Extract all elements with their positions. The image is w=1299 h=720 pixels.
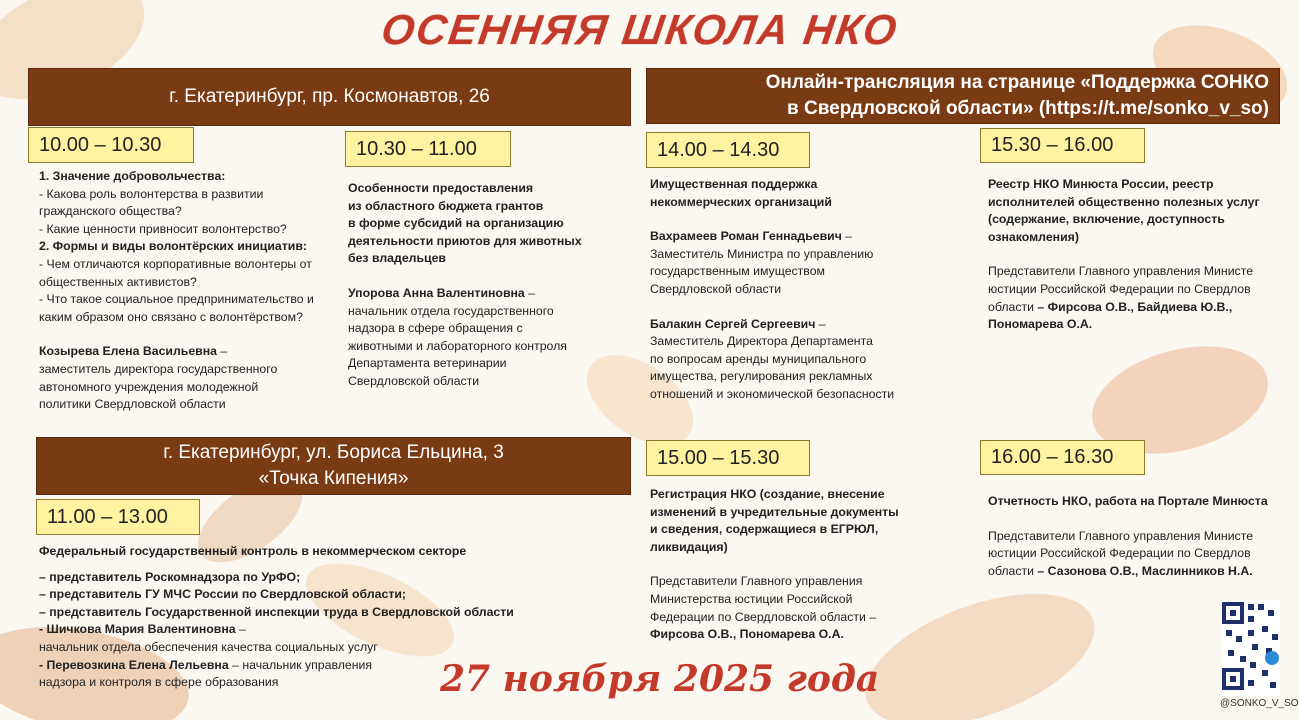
venue-sublabel: «Точка Кипения»: [258, 468, 409, 489]
heading-line: ликвидация): [650, 539, 728, 554]
heading-line: изменений в учредительные документы: [650, 504, 899, 519]
time-badge-1030: [345, 131, 511, 167]
heading-line: исполнителей общественно полезных услуг: [988, 194, 1260, 209]
text-line: гражданского общества?: [39, 204, 182, 219]
broadcast-link[interactable]: в Свердловской области» (https://t.me/sonko_v_so): [787, 98, 1269, 119]
text-line: надзора и контроля в сфере образования: [39, 675, 279, 690]
time-badge-1500: [646, 440, 810, 476]
text-line: Заместитель Директора Департамента: [650, 334, 873, 349]
time-label: 11.00 – 13.00: [47, 505, 168, 528]
time-badge-1100: [36, 499, 200, 535]
speaker-line: Балакин Сергей Сергеевич –: [650, 316, 826, 331]
text-line: животными и лабораторного контроля: [348, 338, 567, 353]
text-line: Департамента ветеринарии: [348, 356, 507, 371]
text-line: Представители Главного управления Министе: [988, 264, 1254, 279]
heading-line: 2. Формы и виды волонтёрских инициатив:: [39, 239, 307, 254]
page-title: ОСЕННЯЯ ШКОЛА НКО: [378, 6, 902, 53]
broadcast-label: Онлайн-трансляция на странице «Поддержка СОНКО: [765, 72, 1269, 93]
text-line: Представители Главного управления Министе: [988, 528, 1254, 543]
heading-line: из областного бюджета грантов: [348, 198, 544, 213]
text-line: Федерации по Свердловской области –: [650, 609, 877, 624]
speaker-line: Упорова Анна Валентиновна –: [348, 285, 536, 300]
venue-label: г. Екатеринбург, ул. Бориса Ельцина, 3: [163, 442, 504, 463]
text-line: области – Сазонова О.В., Маслинников Н.А.: [988, 563, 1253, 578]
heading-line: некоммерческих организаций: [650, 194, 832, 209]
time-badge-1000: [28, 127, 194, 163]
qr-caption: @SONKO_V_SO: [1220, 698, 1299, 709]
time-label: 15.30 – 16.00: [991, 134, 1114, 156]
text-line: государственным имуществом: [650, 264, 825, 279]
speaker-line: Козырева Елена Васильевна –: [39, 344, 228, 359]
speaker-line: Вахрамеев Роман Геннадьевич –: [650, 229, 853, 244]
heading-line: Реестр НКО Минюста России, реестр: [988, 177, 1214, 191]
venue-banner-tochka-kipeniya: [36, 437, 631, 495]
text-line: Министерства юстиции Российской: [650, 591, 853, 606]
text-line: - Какова роль волонтерства в развитии: [39, 186, 264, 201]
text-line: – представитель Роскомнадзора по УрФО;: [39, 569, 301, 584]
speaker-line: - Перевозкина Елена Лельевна – начальник управления: [39, 657, 373, 672]
text-line: области – Фирсова О.В., Байдиева Ю.В.,: [988, 299, 1233, 314]
text-line: юстиции Российской Федерации по Свердлов: [988, 546, 1251, 561]
heading-line: 1. Значение добровольчества:: [39, 169, 226, 183]
session-1500-text: [650, 486, 960, 644]
venue-banner-kosmonavtov: [28, 68, 631, 126]
time-label: 14.00 – 14.30: [657, 138, 780, 161]
text-line: отношений и экономической безопасности: [650, 386, 895, 401]
text-line: имущества, регулирования рекламных: [650, 369, 873, 384]
session-1400-text: [650, 176, 960, 404]
text-line: Свердловской области: [348, 373, 480, 388]
heading-line: ознакомления): [988, 229, 1079, 244]
heading-line: Регистрация НКО (создание, внесение: [650, 487, 885, 501]
text-line: Свердловской области: [650, 281, 782, 296]
heading-line: (содержание, включение, доступность: [988, 212, 1225, 227]
time-badge-1530: [980, 128, 1145, 163]
text-line: политики Свердловской области: [39, 397, 226, 412]
heading-line: в форме субсидий на организацию: [348, 216, 564, 231]
text-line: юстиции Российской Федерации по Свердлов: [988, 281, 1251, 296]
event-date: 27 ноября 2025 года: [440, 658, 880, 700]
heading-line: Имущественная поддержка: [650, 177, 818, 191]
text-line: по вопросам аренды муниципального: [650, 351, 867, 366]
time-label: 10.30 – 11.00: [356, 137, 477, 160]
time-label: 16.00 – 16.30: [991, 446, 1114, 468]
session-1530-text: [988, 176, 1280, 334]
text-line: – представитель ГУ МЧС России по Свердловской области;: [39, 587, 407, 602]
text-line: Фирсова О.В., Пономарева О.А.: [650, 627, 844, 642]
heading-line: Федеральный государственный контроль в некоммерческом секторе: [39, 544, 467, 558]
text-line: заместитель директора государственного: [39, 361, 278, 376]
text-line: - Что такое социальное предпринимательство и: [39, 292, 314, 307]
text-line: – представитель Государственной инспекции труда в Свердловской области: [39, 604, 514, 619]
session-1000-text: [39, 168, 349, 414]
text-line: начальник отдела обеспечения качества социальных услуг: [39, 639, 378, 654]
text-line: общественных активистов?: [39, 274, 197, 289]
session-1030-text: [348, 180, 628, 391]
session-1600-text: [988, 493, 1280, 580]
text-line: автономного учреждения молодежной: [39, 379, 259, 394]
online-broadcast-banner: [646, 68, 1280, 124]
heading-line: и сведения, содержащиеся в ЕГРЮЛ,: [650, 522, 879, 537]
heading-line: без владельцев: [348, 251, 446, 266]
speaker-line: - Шичкова Мария Валентиновна –: [39, 622, 246, 637]
text-line: Представители Главного управления: [650, 574, 863, 589]
heading-line: Отчетность НКО, работа на Портале Минюста: [988, 494, 1268, 508]
text-line: - Чем отличаются корпоративные волонтеры от: [39, 256, 312, 271]
time-label: 15.00 – 15.30: [657, 446, 780, 469]
time-label: 10.00 – 10.30: [39, 133, 162, 156]
text-line: Пономарева О.А.: [988, 317, 1093, 332]
text-line: начальник отдела государственного: [348, 303, 554, 318]
time-badge-1600: [980, 440, 1145, 475]
text-line: Заместитель Министра по управлению: [650, 246, 874, 261]
text-line: надзора в сфере обращения с: [348, 321, 523, 336]
heading-line: деятельности приютов для животных: [348, 233, 582, 248]
time-badge-1400: [646, 132, 810, 168]
text-line: каким образом оно связано с волонтёрством?: [39, 309, 303, 324]
heading-line: Особенности предоставления: [348, 181, 534, 195]
text-line: - Какие ценности привносит волонтерство?: [39, 221, 287, 236]
qr-code-icon[interactable]: [1222, 600, 1280, 696]
venue-label: г. Екатеринбург, пр. Космонавтов, 26: [169, 86, 490, 107]
